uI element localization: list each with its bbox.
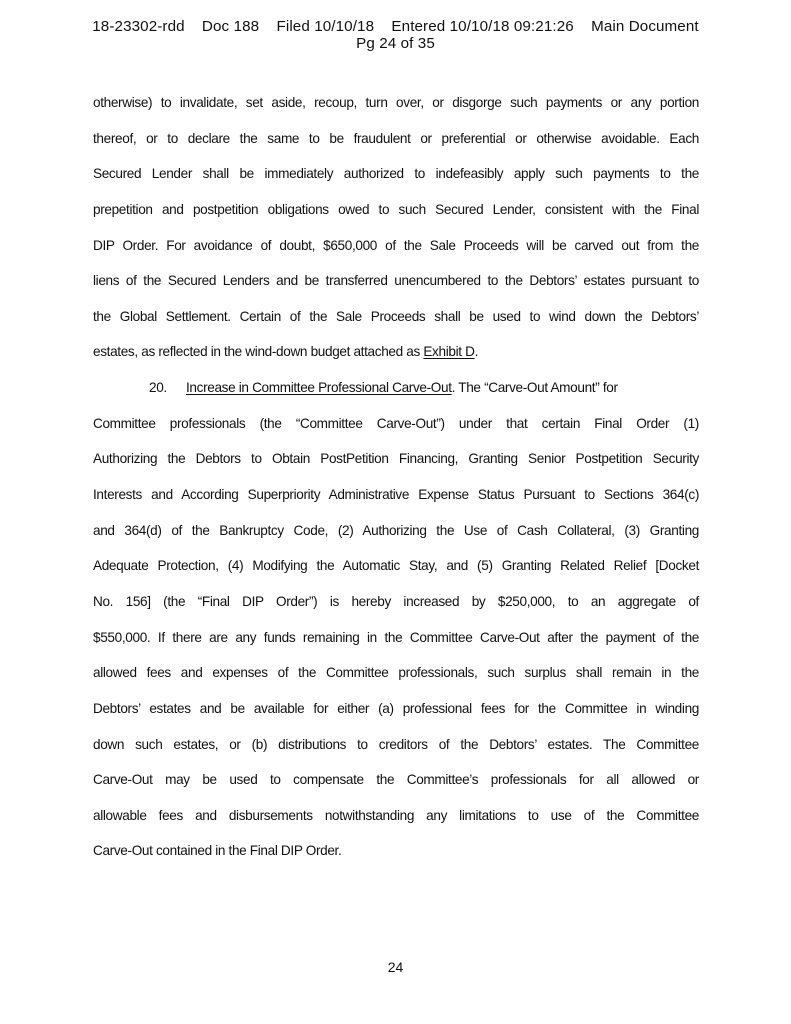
text-line: No. 156] (the “Final DIP Order”) is hereby increased by $250,000, to an aggregate of bbox=[93, 593, 699, 609]
text-line: and 364(d) of the Bankruptcy Code, (2) Authorizing the Use of Cash Collateral, (3) Granting bbox=[93, 522, 699, 538]
document-body bbox=[93, 90, 699, 874]
text-line: otherwise) to invalidate, set aside, recoup, turn over, or disgorge such payments or any portion bbox=[93, 95, 699, 110]
text-line: Carve-Out contained in the Final DIP Order. bbox=[93, 843, 342, 859]
text-line: DIP Order. For avoidance of doubt, $650,000 of the Sale Proceeds will be carved out from the bbox=[93, 237, 699, 253]
text-line: $550,000. If there are any funds remaining in the Committee Carve-Out after the payment of the bbox=[93, 629, 699, 645]
text-line: down such estates, or (b) distributions to creditors of the Debtors’ estates. The Committee bbox=[93, 736, 699, 752]
text-line: Interests and According Superpriority Administrative Expense Status Pursuant to Sections 364(c) bbox=[93, 487, 699, 503]
text-line: Authorizing the Debtors to Obtain PostPetition Financing, Granting Senior Postpetition Security bbox=[93, 451, 699, 467]
text-line: Committee professionals (the “Committee Carve-Out”) under that certain Final Order (1) bbox=[93, 415, 699, 431]
docket-header bbox=[0, 18, 791, 52]
text-line: the Global Settlement. Certain of the Sale Proceeds shall be used to wind down the Debtors’ bbox=[93, 308, 699, 324]
exhibit-d-reference: Exhibit D bbox=[423, 344, 475, 360]
text-line: allowable fees and disbursements notwithstanding any limitations to use of the Committee bbox=[93, 807, 699, 823]
page-count-line: Pg 24 of 35 bbox=[356, 35, 435, 52]
text-line: Adequate Protection, (4) Modifying the Automatic Stay, and (5) Granting Related Relief [Docket bbox=[93, 558, 699, 574]
text-line: thereof, or to declare the same to be fraudulent or preferential or otherwise avoidable. Each bbox=[93, 130, 699, 146]
text-line: liens of the Secured Lenders and be transferred unencumbered to the Debtors’ estates pursuant to bbox=[93, 273, 699, 289]
text-line: allowed fees and expenses of the Committee professionals, such surplus shall remain in the bbox=[93, 665, 699, 681]
text-line bbox=[93, 339, 699, 375]
text-fragment: estates, as reflected in the wind-down budget attached as bbox=[93, 344, 424, 360]
case-filing-line: 18-23302-rdd Doc 188 Filed 10/10/18 Entered 10/10/18 09:21:26 Main Document bbox=[92, 18, 699, 35]
paragraph-number: 20. bbox=[149, 380, 167, 396]
text-line: prepetition and postpetition obligations owed to such Secured Lender, consistent with the Final bbox=[93, 201, 699, 217]
paragraph-20-heading-line bbox=[93, 375, 699, 411]
text-fragment: . bbox=[474, 344, 479, 360]
paragraph-heading: Increase in Committee Professional Carve-Out bbox=[186, 380, 452, 396]
text-line: Debtors’ estates and be available for either (a) professional fees for the Committee in winding bbox=[93, 700, 699, 716]
text-fragment: . The “Carve-Out Amount” for bbox=[451, 380, 618, 396]
text-line: Carve-Out may be used to compensate the Committee’s professionals for all allowed or bbox=[93, 772, 699, 788]
text-line: Secured Lender shall be immediately authorized to indefeasibly apply such payments to the bbox=[93, 166, 699, 182]
page-number: 24 bbox=[387, 959, 404, 975]
